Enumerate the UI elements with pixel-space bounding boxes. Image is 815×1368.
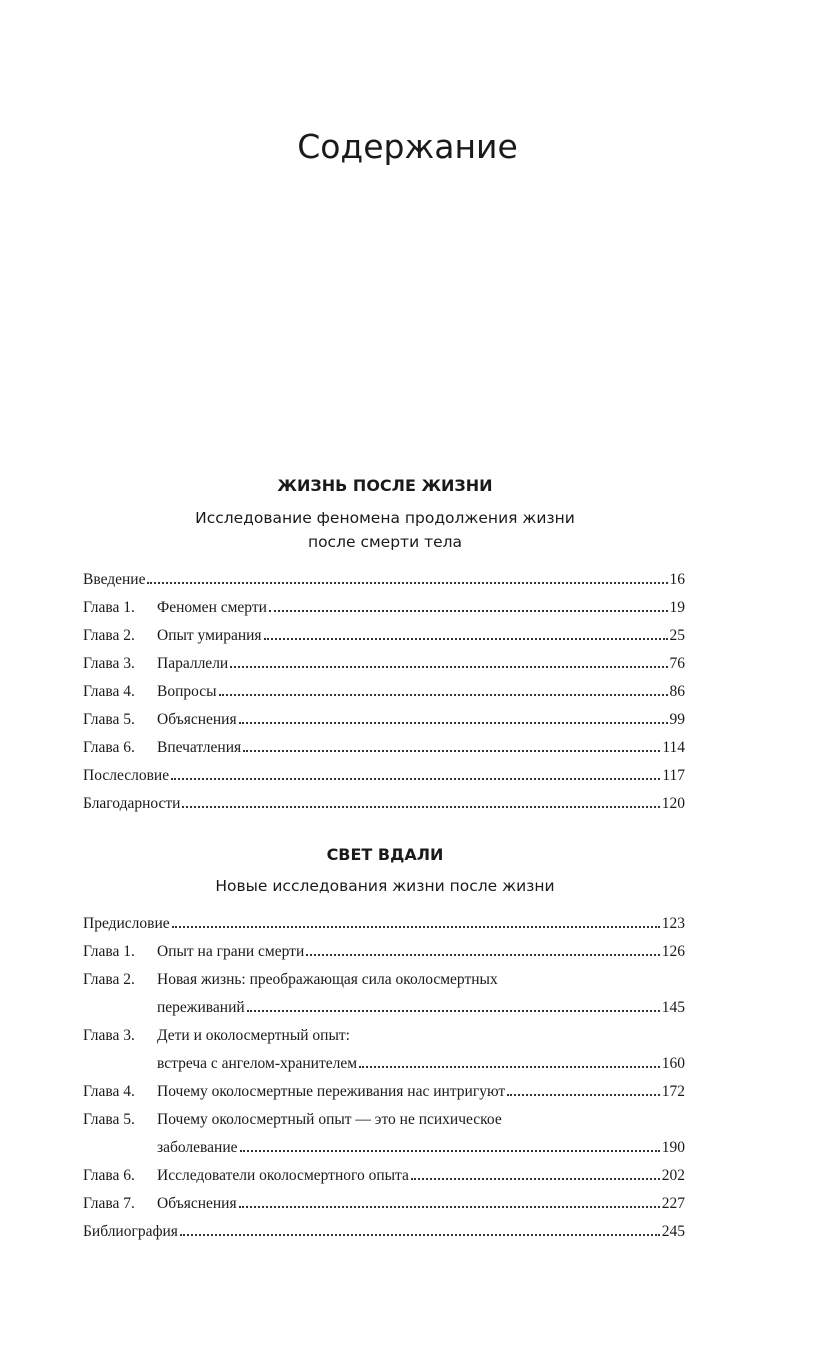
toc-entry[interactable] [83, 1218, 685, 1246]
toc-entry-chapter: Глава 6. [83, 1167, 135, 1184]
toc-entry[interactable] [83, 706, 685, 734]
leader-dots [359, 1066, 660, 1068]
toc-entry-chapter: Глава 3. [83, 1027, 135, 1044]
toc-entry-chapter: Глава 5. [83, 1111, 135, 1128]
toc-entry-chapter: Глава 5. [83, 711, 135, 728]
toc-entry-chapter: Глава 1. [83, 599, 135, 616]
toc-entry-page: 76 [669, 655, 685, 672]
toc-entry-page: 117 [662, 767, 685, 784]
toc-entry[interactable] [83, 966, 685, 994]
toc-entry[interactable] [83, 566, 685, 594]
toc-entry-page: 86 [669, 683, 685, 700]
toc-entry-page: 16 [669, 571, 685, 588]
leader-dots [269, 610, 668, 612]
toc-entry[interactable] [83, 678, 685, 706]
toc-entry-chapter: Глава 3. [83, 655, 135, 672]
toc-entry-title: Почему околосмертный опыт — это не психическое [157, 1111, 502, 1128]
toc-entry-title: Почему околосмертные переживания нас интригуют [157, 1083, 506, 1100]
toc-entry-title: Библиография [83, 1223, 178, 1240]
toc-entry[interactable] [83, 762, 685, 790]
toc-entry[interactable] [83, 1078, 685, 1106]
toc-entry-page: 123 [661, 915, 685, 932]
leader-dots [172, 926, 660, 928]
leader-dots [243, 750, 660, 752]
toc-entry[interactable] [83, 1022, 685, 1050]
toc-entry-page: 145 [661, 999, 685, 1016]
toc-entry-chapter: Глава 6. [83, 739, 135, 756]
toc-entry-title: Послесловие [83, 767, 170, 784]
leader-dots [507, 1094, 660, 1096]
toc-entry[interactable] [83, 734, 685, 762]
leader-dots [411, 1178, 660, 1180]
leader-dots [239, 722, 668, 724]
leader-dots [230, 666, 667, 668]
toc-entry[interactable] [83, 594, 685, 622]
toc-entry[interactable] [83, 622, 685, 650]
leader-dots [147, 582, 667, 584]
book1-subtitle-line2: после смерти тела [307, 533, 463, 551]
toc-entry-page: 99 [669, 711, 685, 728]
toc-entry-page: 227 [661, 1195, 685, 1212]
toc-entry-title-cont: переживаний [157, 999, 245, 1016]
leader-dots [180, 1234, 660, 1236]
toc-entry-title: Впечатления [157, 739, 242, 756]
toc-entry-title: Предисловие [83, 915, 170, 932]
toc-entry-continuation[interactable] [83, 1050, 685, 1078]
toc-entry-title: Объяснения [157, 711, 237, 728]
toc-entry[interactable] [83, 910, 685, 938]
toc-entry-chapter: Глава 2. [83, 627, 135, 644]
toc-entry-title-cont: заболевание [157, 1139, 238, 1156]
leader-dots [182, 806, 659, 808]
toc-entry-title: Опыт умирания [157, 627, 262, 644]
toc-entry[interactable] [83, 1190, 685, 1218]
toc-entry[interactable] [83, 790, 685, 818]
leader-dots [240, 1150, 660, 1152]
toc-entry[interactable] [83, 650, 685, 678]
leader-dots [247, 1010, 660, 1012]
toc-entry-chapter: Глава 4. [83, 683, 135, 700]
toc-entry-page: 126 [661, 943, 685, 960]
toc-entry-chapter: Глава 4. [83, 1083, 135, 1100]
toc-entry-title: Параллели [157, 655, 229, 672]
toc-entry-page: 114 [662, 739, 685, 756]
book1-subtitle-line1: Исследование феномена продолжения жизни [195, 509, 575, 527]
book2-subtitle: Новые исследования жизни после жизни [215, 877, 555, 895]
toc-entry-title: Введение [83, 571, 146, 588]
toc-entry[interactable] [83, 1162, 685, 1190]
toc-entry[interactable] [83, 1106, 685, 1134]
toc-entry-chapter: Глава 2. [83, 971, 135, 988]
toc-entry[interactable] [83, 938, 685, 966]
toc-entry-title: Новая жизнь: преображающая сила околосмертных [157, 971, 498, 988]
toc-entry-continuation[interactable] [83, 1134, 685, 1162]
toc-entry-page: 245 [661, 1223, 685, 1240]
page-title: Содержание [297, 127, 518, 166]
toc-entry-title: Объяснения [157, 1195, 237, 1212]
toc-entry-page: 19 [669, 599, 685, 616]
toc-entry-title: Дети и околосмертный опыт: [157, 1027, 350, 1044]
book2-title: СВЕТ ВДАЛИ [326, 845, 444, 864]
toc-entry-page: 160 [661, 1055, 685, 1072]
toc-entry-page: 202 [661, 1167, 685, 1184]
toc-entry-page: 25 [669, 627, 685, 644]
book1-title: ЖИЗНЬ ПОСЛЕ ЖИЗНИ [277, 476, 493, 495]
toc-entry-title: Опыт на грани смерти [157, 943, 305, 960]
toc-entry-page: 190 [661, 1139, 685, 1156]
toc-entry-chapter: Глава 7. [83, 1195, 135, 1212]
toc-entry-page: 172 [661, 1083, 685, 1100]
toc-entry-title: Благодарности [83, 795, 181, 812]
toc-entry-title: Вопросы [157, 683, 217, 700]
toc-entry-title-cont: встреча с ангелом-хранителем [157, 1055, 358, 1072]
toc-entry-continuation[interactable] [83, 994, 685, 1022]
toc-entry-title: Феномен смерти [157, 599, 267, 616]
leader-dots [239, 1206, 660, 1208]
book1-toc [83, 566, 685, 818]
book2-toc [83, 910, 685, 1246]
leader-dots [171, 778, 660, 780]
leader-dots [264, 638, 668, 640]
toc-entry-title: Исследователи околосмертного опыта [157, 1167, 409, 1184]
leader-dots [219, 694, 668, 696]
leader-dots [306, 954, 660, 956]
toc-entry-page: 120 [661, 795, 685, 812]
toc-entry-chapter: Глава 1. [83, 943, 135, 960]
